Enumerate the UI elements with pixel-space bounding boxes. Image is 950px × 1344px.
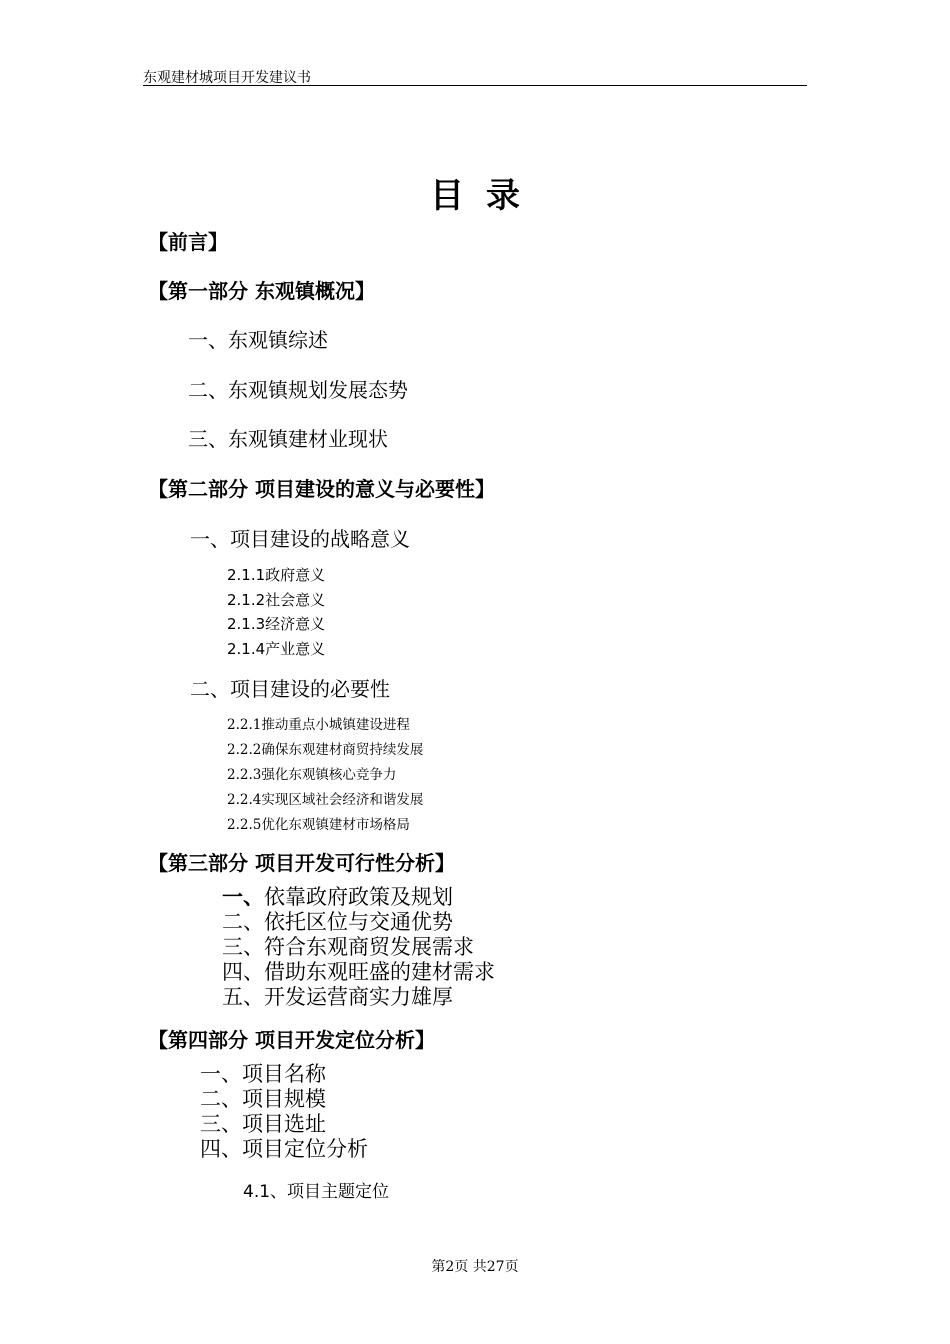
toc-part4-item[interactable]: 三、项目选址	[200, 1112, 326, 1136]
toc-part2-sec2[interactable]: 二、项目建设的必要性	[190, 677, 390, 701]
toc-part3-item[interactable]: 四、借助东观旺盛的建材需求	[222, 960, 495, 984]
toc-part3-item-marker: 一、	[222, 885, 264, 909]
running-header: 东观建材城项目开发建议书	[143, 70, 311, 86]
toc-part4-subitem[interactable]: 4.1、项目主题定位	[243, 1182, 390, 1202]
toc-part2-sec1-item[interactable]: 2.1.1政府意义	[227, 566, 326, 584]
toc-part2-sec1-item[interactable]: 2.1.4产业意义	[227, 640, 326, 658]
toc-part3-item[interactable]: 二、依托区位与交通优势	[222, 910, 453, 934]
toc-part3-item[interactable]: 三、符合东观商贸发展需求	[222, 935, 474, 959]
toc-part2-sec2-item[interactable]: 2.2.2确保东观建材商贸持续发展	[227, 742, 424, 758]
toc-part1-item[interactable]: 二、东观镇规划发展态势	[188, 378, 408, 402]
toc-part2-sec2-item[interactable]: 2.2.4实现区域社会经济和谐发展	[227, 792, 424, 808]
toc-part4-item[interactable]: 四、项目定位分析	[200, 1137, 368, 1161]
toc-part4-item[interactable]: 一、项目名称	[200, 1062, 326, 1086]
toc-title: 目录	[430, 176, 542, 216]
toc-part2-sec2-item[interactable]: 2.2.5优化东观镇建材市场格局	[227, 817, 410, 833]
toc-part3-item[interactable]	[222, 885, 453, 910]
page-footer: 第2页 共27页	[431, 1259, 519, 1275]
toc-part2-title[interactable]: 【第二部分 项目建设的意义与必要性】	[148, 477, 495, 501]
toc-preface[interactable]: 【前言】	[148, 230, 228, 254]
toc-part4-title[interactable]: 【第四部分 项目开发定位分析】	[148, 1028, 435, 1052]
header-rule	[143, 85, 807, 86]
toc-part1-title[interactable]: 【第一部分 东观镇概况】	[148, 279, 375, 303]
toc-part3-item[interactable]: 五、开发运营商实力雄厚	[222, 985, 453, 1009]
toc-part2-sec1-item[interactable]: 2.1.2社会意义	[227, 591, 326, 609]
toc-part3-item-text: 依靠政府政策及规划	[264, 885, 453, 909]
toc-part2-sec1-item[interactable]: 2.1.3经济意义	[227, 615, 326, 633]
toc-part2-sec1[interactable]: 一、项目建设的战略意义	[190, 527, 410, 551]
toc-part1-item[interactable]: 一、东观镇综述	[188, 328, 328, 352]
toc-part1-item[interactable]: 三、东观镇建材业现状	[188, 427, 388, 451]
toc-part3-title[interactable]: 【第三部分 项目开发可行性分析】	[148, 851, 455, 875]
toc-part4-item[interactable]: 二、项目规模	[200, 1087, 326, 1111]
toc-part2-sec2-item[interactable]: 2.2.1推动重点小城镇建设进程	[227, 717, 410, 733]
toc-part2-sec2-item[interactable]: 2.2.3强化东观镇核心竞争力	[227, 767, 397, 783]
